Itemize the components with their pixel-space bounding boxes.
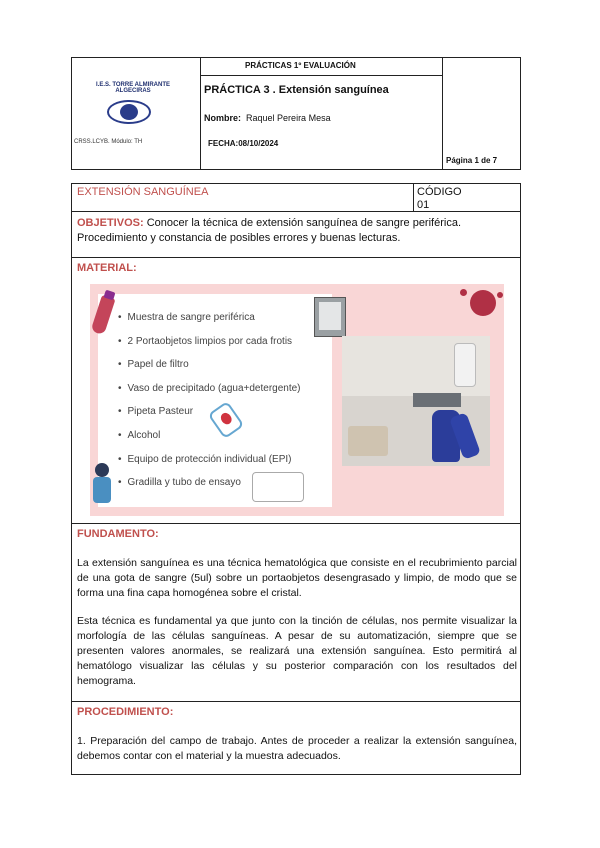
blood-cell-icon [470,290,496,316]
list-item: • Vaso de precipitado (agua+detergente) [118,383,301,407]
lab-photo-thumbnail [314,297,346,337]
code-value: 01 [417,199,430,211]
list-item: • Pipeta Pasteur [118,406,301,430]
filter-paper-icon [348,426,388,456]
list-item: • Equipo de protección individual (EPI) [118,454,301,478]
procedimiento-label: PROCEDIMIENTO: [77,706,174,718]
fundamento-paragraph-1: La extensión sanguínea es una técnica hematológica que consiste en el recubrimiento parcial de una gota de sangre (5ul) sobre un portaobjetos desengrasado y limpio, de modo que se forma una fina capa homogénea sobre el cristal. [77,557,517,599]
list-item: • Muestra de sangre periférica [118,312,301,336]
material-label: MATERIAL: [77,262,137,274]
page-number: Página 1 de 7 [446,156,498,165]
school-name: I.E.S. TORRE ALMIRANTE ALGECIRAS [95,82,170,94]
wash-bottle-icon [454,343,476,387]
list-item: • 2 Portaobjetos limpios por cada frotis [118,336,301,360]
lab-technician-icon [91,463,113,509]
code-label: CÓDIGO [417,186,462,198]
student-name: Nombre: Raquel Pereira Mesa [204,113,331,123]
date: FECHA:08/10/2024 [208,139,279,148]
list-item: • Alcohol [118,430,301,454]
term-title: PRÁCTICAS 1º EVALUACIÓN [245,61,356,70]
fundamento-label: FUNDAMENTO: [77,528,159,540]
practice-title: PRÁCTICA 3 . Extensión sanguínea [204,84,389,96]
module-label: CRSS.LCYB. Módulo: TH [74,139,143,145]
list-item: • Papel de filtro [118,359,301,383]
list-item: • Gradilla y tubo de ensayo [118,477,301,501]
slide-tray-icon [413,393,461,407]
blood-dot-icon [497,292,503,298]
procedimiento-step-1: 1. Preparación del campo de trabajo. Antes de proceder a realizar la extensión sanguínea, debemos contar con el material y la muestra adecuados. [77,735,517,762]
ppe-icon [252,472,304,502]
school-crest-icon [107,100,151,124]
objectives: OBJETIVOS: Conocer la técnica de extensión sanguínea de sangre periférica. Procedimiento y constancia de posibles errores y buenas lecturas. [77,217,461,244]
section-title: EXTENSIÓN SANGUÍNEA [77,186,209,198]
blood-dot-icon [460,289,467,296]
fundamento-paragraph-2: Esta técnica es fundamental ya que junto con la tinción de células, nos permite visualizar la morfología de las células sanguíneas. A pesar de su automatización, siempre que se presenten valores anormales, se realizará una extensión sanguínea. Esto permitirá al hematólogo visualizar las células y su posterior comparación con los resultados del hemograma. [77,615,517,687]
